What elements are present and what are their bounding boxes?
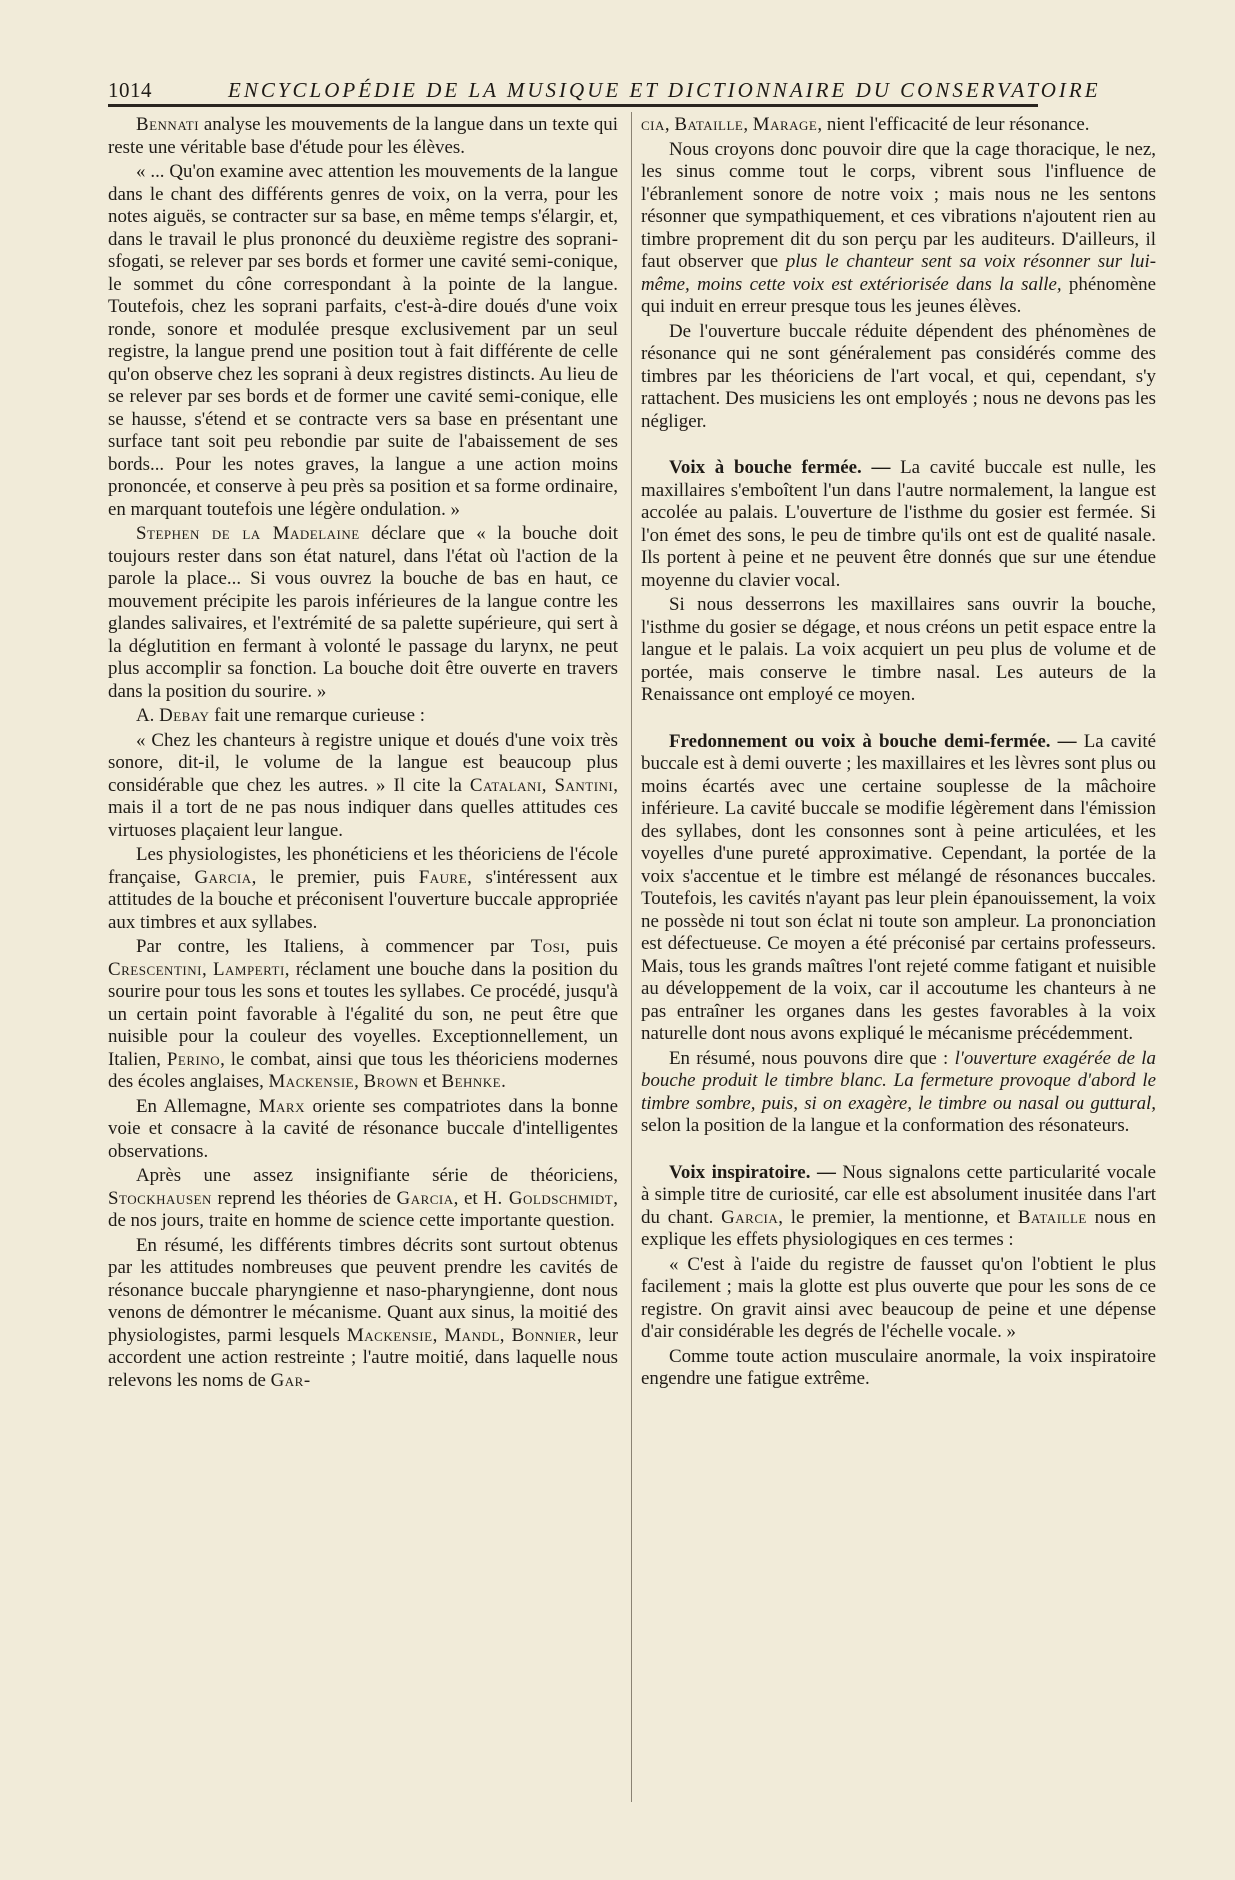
paragraph [108, 1096, 618, 1164]
paragraph-text: , le premier, la mentionne, et [778, 1206, 1018, 1228]
paragraph-text: Après une assez insignifiante série de théoriciens, [136, 1165, 618, 1186]
header-rule [108, 104, 1038, 107]
author-name: Marx [258, 1095, 305, 1117]
paragraph-text: analyse les mouvements de la langue dans un texte qui reste une véritable base d'étude pour les élèves. [108, 114, 618, 158]
paragraph-text: , le premier, puis [251, 866, 419, 888]
author-name: Stephen de la Madelaine [136, 523, 360, 544]
paragraph-text: fait une remarque curieuse : [209, 705, 426, 726]
running-title: ENCYCLOPÉDIE DE LA MUSIQUE ET DICTIONNAIRE DU CONSERVATOIRE [228, 78, 1101, 102]
author-name: Bennati [136, 114, 200, 135]
section-gap [641, 709, 1156, 731]
paragraph-text: En résumé, nous pouvons dire que : [669, 1047, 955, 1069]
right-column [641, 114, 1156, 1393]
paragraph [108, 705, 618, 728]
author-name: cia [641, 114, 665, 135]
paragraph: Si nous desserrons les maxillaires sans ouvrir la bouche, l'isthme du gosier se dégage, et nous créons un petit espace entre la langue et le palais. La voix acquiert un peu plus de volume et de portée, mais conserve le timbre nasal. Les auteurs de la Renaissance ont employé ce moyen. [641, 594, 1156, 705]
author-name: Bataille [1017, 1206, 1087, 1228]
paragraph-text: et [418, 1071, 442, 1092]
page-number: 1014 [108, 78, 152, 102]
paragraph-text: , réclament une bouche dans la position du sourire pour tous les sons et toutes les syllabes. Ce procédé, jusqu'à un certain point favorable à l'égalité du son, ne peut être que nuisible pour la couleur des voyelles. Exceptionnellement, un Italien, [108, 958, 618, 1070]
paragraph-text: oriente ses compatriotes dans la bonne voie et consacre à la cavité de résonance buccale d'intelligentes observations. [108, 1095, 618, 1162]
author-name: Lamperti [212, 958, 285, 980]
paragraph-text: Les physiologistes, les phonéticiens et les théoriciens de l'école française, [108, 844, 618, 888]
author-name: Gar- [270, 1369, 311, 1391]
paragraph-text: , [201, 958, 213, 980]
paragraph [641, 114, 1156, 137]
author-name: Brown [363, 1071, 419, 1092]
section-gap [641, 435, 1156, 457]
author-name: Mandl [444, 1324, 500, 1346]
author-name: Garcia [396, 1187, 454, 1209]
paragraph-text: , mais il a tort de ne pas nous indiquer dans quelles attitudes ces virtuoses plaçaient leur langue. [108, 774, 618, 841]
paragraph-text: La cavité buccale est à demi ouverte ; les maxillaires et les lèvres sont plus ou moins écartés avec une certaine souplesse de la mâchoire inférieure. La cavité buccale se modifie légèrement dans l'émission des syllabes, dont les consonnes sont à peine articulées, et les voyelles d'une pureté approximative. Cependant, la portée de la voix s'accentue et le timbre est mélangé de résonances buccales. Toutefois, les cavités n'ayant pas leur plein épanouissement, la voix ne possède ni tout son éclat ni toute son ampleur. La prononciation est défectueuse. Ce moyen a été préconisé par certains professeurs. Mais, tous les grands maîtres l'ont rejeté comme fatigant et nuisible au développement de la voix, car il accoutume les chanteurs à ne pas entraîner les organes dans les gestes favorables à la voix naturelle dont nous avons expliqué le mécanisme précédemment. [641, 730, 1156, 1044]
author-name: Marage [752, 114, 818, 135]
paragraph: De l'ouverture buccale réduite dépendent des phénomènes de résonance qui ne sont généralement pas considérés comme des timbres par les théoriciens de l'art vocal, et qui, cependant, s'y rattachent. Des musiciens les ont employés ; nous ne devons pas les négliger. [641, 320, 1156, 432]
author-name: Faure [418, 866, 468, 888]
author-name: Santini [554, 774, 614, 796]
author-name: Bonnier [511, 1324, 577, 1346]
paragraph-text: . [501, 1071, 506, 1092]
author-name: Mackensie [347, 1324, 433, 1346]
paragraph [108, 114, 618, 159]
section-voix-inspiratoire [641, 1162, 1156, 1252]
paragraph-text: , leur accordent une action restreinte ; l'autre moitié, dans laquelle nous relevons les noms de [108, 1324, 618, 1391]
left-column [108, 114, 618, 1394]
section-fredonnement [641, 731, 1156, 1046]
author-name: Perino [166, 1048, 221, 1070]
paragraph-text: , puis [565, 936, 618, 957]
author-name: H. Goldschmidt [483, 1187, 614, 1209]
section-heading: Fredonnement ou voix à bouche demi-fermée. — [669, 730, 1077, 752]
paragraph-text: La cavité buccale est nulle, les maxillaires s'emboîtent l'un dans l'autre normalement, la langue est accolée au palais. L'ouverture de l'isthme du gosier est fermée. Si l'on émet des sons, le peu de timbre qu'ils ont est de qualité nasale. Ils portent à peine et ne peuvent être donnés que sur une étendue moyenne du clavier vocal. [641, 457, 1156, 591]
author-name: Stockhausen [108, 1187, 212, 1209]
paragraph [108, 1165, 618, 1233]
column-divider [631, 112, 632, 1802]
paragraph [108, 1235, 618, 1393]
paragraph-text: phénomène qui induit en erreur presque tous les jeunes élèves. [641, 273, 1156, 317]
author-name: Bataille [674, 114, 744, 135]
author-name: Tosi [530, 936, 566, 957]
paragraph [108, 936, 618, 1094]
author-name: Crescentini [108, 958, 202, 980]
paragraph-text: , [541, 774, 555, 796]
author-name: Catalani [469, 774, 542, 796]
paragraph-text: , [354, 1071, 364, 1092]
paragraph-text: nous en explique les effets physiologiques en ces termes : [641, 1206, 1156, 1250]
paragraph-text: déclare que « la bouche doit toujours rester dans son état naturel, dans l'état où l'action de la parole la place... Si vous ouvrez la bouche de bas en haut, ce mouvement précipite les parois inférieures de la langue contre les glandes salivaires, et l'extrémité de sa palette supérieure, qui sert à la déglutition en fermant à volonté le passage du larynx, ne peut plus accomplir sa fonction. La bouche doit être ouverte en travers dans la position du sourire. » [108, 523, 618, 702]
section-gap [641, 1140, 1156, 1162]
paragraph-text: , s'intéressent aux attitudes de la bouche et préconisent l'ouverture buccale appropriée aux timbres et aux syllabes. [108, 866, 618, 933]
author-name: Behnke [441, 1071, 502, 1092]
paragraph [641, 1048, 1156, 1138]
paragraph-text: En Allemagne, [136, 1095, 259, 1117]
author-name: Debay [159, 705, 210, 726]
paragraph-text: Nous croyons donc pouvoir dire que la cage thoracique, le nez, les sinus comme tout le corps, vibrent sous l'influence de l'ébranlement sonore de notre voix ; mais nous ne les sentons résonner que sympathiquement, et ces vibrations n'ajoutent rien au timbre proprement dit du son perçu par les auditeurs. D'ailleurs, il faut observer que [641, 138, 1156, 272]
paragraph-text: selon la position de la langue et la conformation des résonateurs. [641, 1115, 1130, 1136]
paragraph: Comme toute action musculaire anormale, la voix inspiratoire engendre une fatigue extrême. [641, 1345, 1156, 1389]
section-heading: Voix inspiratoire. — [669, 1161, 836, 1183]
author-name: Garcia [194, 866, 252, 888]
paragraph-text: , [743, 114, 753, 135]
quotation: « C'est à l'aide du registre de fausset qu'on l'obtient le plus facilement ; mais la glotte est plus ouverte que pour les sons de ce registre. On gravit ainsi avec beaucoup de peine et une dépense d'air considérable les degrés de l'échelle vocale. » [641, 1253, 1156, 1342]
paragraph-text: , de nos jours, traite en homme de science cette importante question. [108, 1187, 618, 1231]
paragraph-text: , nient l'efficacité de leur résonance. [817, 114, 1090, 135]
section-heading: Voix à bouche fermée. — [669, 457, 891, 478]
paragraph-text: , [432, 1324, 445, 1346]
paragraph-text: « Chez les chanteurs à registre unique et doués d'une voix très sonore, dit-il, le volume de la langue est beaucoup plus considérable que chez les autres. » Il cite la [108, 729, 618, 796]
paragraph [108, 523, 618, 703]
author-name: Mackensie [268, 1071, 355, 1092]
paragraph [108, 844, 618, 934]
paragraph [641, 139, 1156, 319]
paragraph-text: , le combat, ainsi que tous les théoriciens modernes des écoles anglaises, [108, 1048, 618, 1092]
paragraph-text: , [664, 114, 675, 135]
paragraph-text: , et [453, 1187, 484, 1209]
page-header [108, 74, 1101, 108]
paragraph-text: Nous signalons cette particularité vocale à simple titre de curiosité, car elle est absolument inusitée dans l'art du chant. [641, 1161, 1156, 1228]
paragraph-text: A. [136, 705, 160, 726]
quotation: « ... Qu'on examine avec attention les mouvements de la langue dans le chant des différents genres de voix, on la verra, pour les notes aiguës, se contracter sur sa base, en même temps s'élargir, et, dans le travail le plus prononcé du deuxième registre des soprani-sfogati, se relever par ses bords et former une cavité semi-conique, le sommet du cône correspondant à la pointe de la langue. Toutefois, chez les soprani parfaits, c'est-à-dire doués d'une voix ronde, sonore et modulée presque exclusivement par un seul registre, la langue prend une position tout à fait différente de celle qu'on observe chez les soprani à deux registres distincts. Au lieu de se relever par ses bords et de former une cavité semi-conique, elle se hausse, s'étend et se contracte vers sa base en présentant une surface tant soit peu rebondie par suite de l'abaissement de ses bords... Pour les notes graves, la langue a une action moins prononcée, et conserve à peu près sa position et sa forme ordinaire, en marquant toutefois une légère ondulation. » [108, 161, 618, 520]
paragraph-text: En résumé, les différents timbres décrits sont surtout obtenus par les attitudes nombreuses que peuvent prendre les cavités de résonance buccale pharyngienne et naso-pharyngienne, dont nous venons de démontrer le mécanisme. Quant aux sinus, la moitié des physiologistes, parmi lesquels [108, 1234, 618, 1346]
author-name: Garcia [721, 1206, 779, 1228]
italic-text: plus le chanteur sent sa voix résonner sur lui-même, moins cette voix est extériorisée dans la salle, [641, 251, 1156, 295]
paragraph-text: Par contre, les Italiens, à commencer par [136, 936, 531, 957]
paragraph [108, 730, 618, 843]
italic-text: l'ouverture exagérée de la bouche produit le timbre blanc. La fermeture provoque d'abord le timbre sombre, puis, si on exagère, le timbre ou nasal ou guttural, [641, 1047, 1157, 1114]
section-voix-bouche-fermee [641, 457, 1156, 592]
paragraph-text: , [499, 1324, 512, 1346]
paragraph-text: reprend les théories de [211, 1187, 397, 1209]
